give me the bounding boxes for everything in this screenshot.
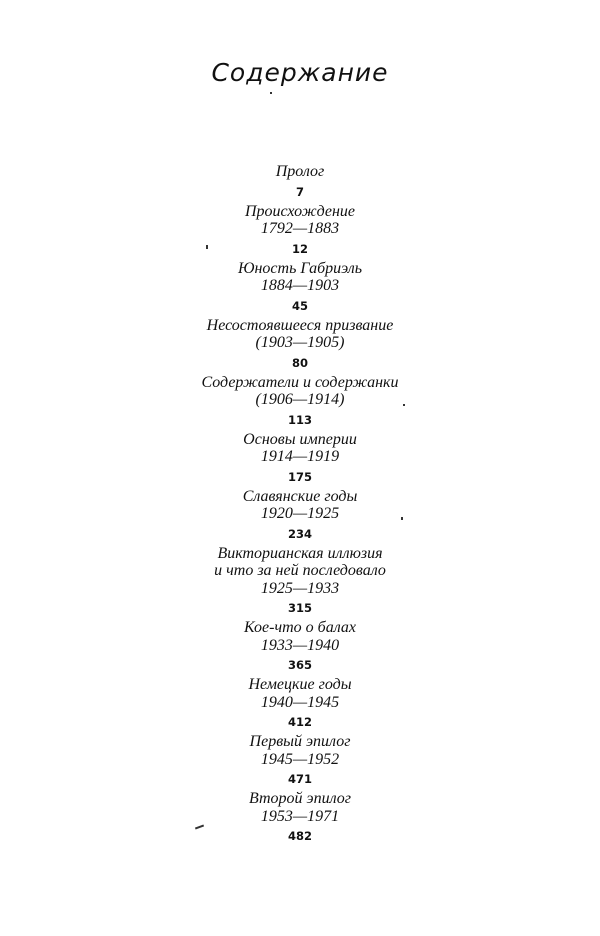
toc-entry-page: 80 [291,355,308,370]
page-title: Содержание [211,58,389,87]
toc-entry-page: 365 [287,658,312,672]
scan-speck [401,517,403,520]
scan-speck [270,92,272,94]
toc-entry-title: Немецкие годы [248,676,352,693]
toc-entry-page: 412 [287,715,312,729]
toc-entry-years: 1925—1933 [260,579,340,597]
toc-entry-empire [0,431,600,488]
toc-entry-years: 1914—1919 [260,448,340,465]
toc-entry-title: Второй эпилог [249,790,351,807]
toc-entry-years: 1933—1940 [260,636,340,654]
toc-entry-page: 7 [295,184,304,199]
table-of-contents [0,163,600,847]
toc-entry-title: Пролог [275,163,325,180]
toc-entry-years: 1884—1903 [260,277,340,294]
toc-entry-title: Содержатели и содержанки [201,373,399,391]
toc-entry-title: Несостоявшееся призвание [206,316,394,334]
toc-entry-title: Основы империи [243,430,357,448]
toc-entry-page: 471 [287,772,312,786]
toc-entry-slavic-years [0,488,600,545]
toc-entry-page: 12 [291,241,308,256]
toc-entry-first-epilogue [0,733,600,790]
toc-entry-page: 234 [287,526,312,541]
toc-entry-balls [0,619,600,676]
toc-entry-page: 175 [287,469,312,484]
toc-entry-prologue [0,163,600,203]
toc-entry-title-line2: и что за ней последовало [214,562,386,579]
toc-entry-page: 315 [287,601,312,615]
toc-entry-keepers [0,374,600,431]
scan-speck [206,245,208,249]
toc-entry-title: Викторианская иллюзия [217,544,383,562]
toc-entry-title: Первый эпилог [249,733,351,750]
toc-entry-youth [0,260,600,317]
toc-entry-years: (1906—1914) [255,391,345,408]
toc-entry-vocation [0,317,600,374]
toc-entry-title: Славянские годы [242,487,358,505]
toc-entry-years: 1792—1883 [260,220,340,237]
toc-entry-years: 1920—1925 [260,505,340,522]
toc-entry-years: 1953—1971 [260,807,340,825]
toc-entry-title: Юность Габриэль [237,259,363,277]
toc-entry-years: 1940—1945 [260,693,340,711]
toc-entry-years: 1945—1952 [260,750,340,768]
toc-entry-second-epilogue [0,790,600,847]
scan-speck [403,404,405,406]
toc-entry-origin [0,203,600,260]
toc-entry-german-years [0,676,600,733]
toc-entry-title: Происхождение [244,202,356,220]
toc-entry-years: (1903—1905) [255,334,345,351]
toc-entry-page: 113 [287,412,312,427]
toc-entry-victorian [0,545,600,620]
toc-entry-title: Кое-что о балах [244,619,356,636]
toc-entry-page: 482 [287,829,312,843]
toc-entry-page: 45 [291,298,308,313]
